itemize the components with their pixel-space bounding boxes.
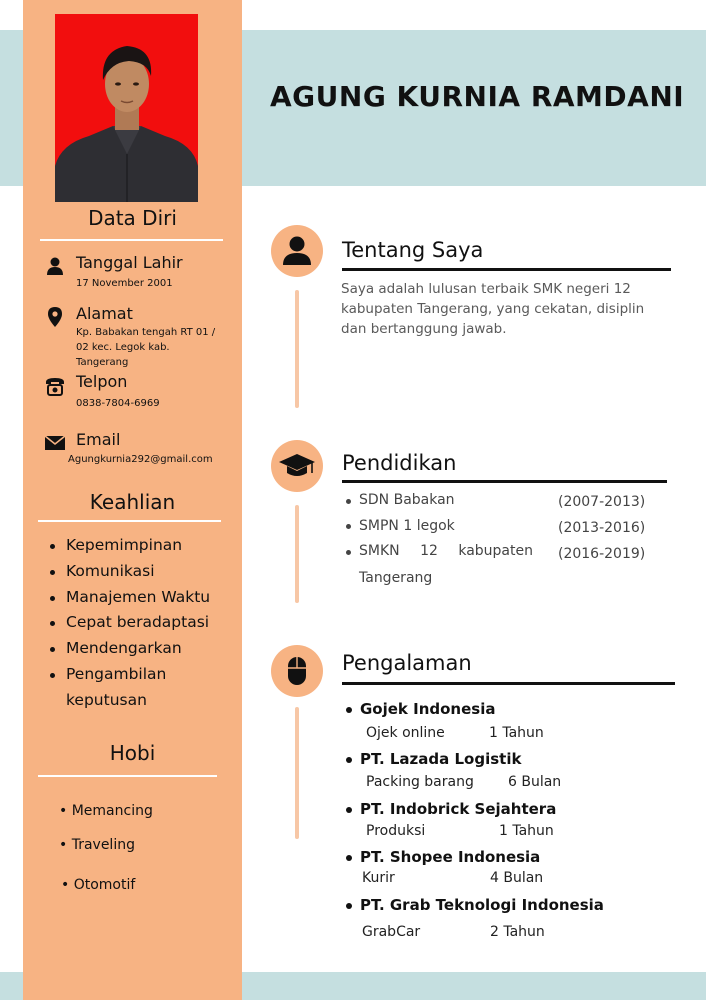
skill-item [48, 662, 210, 714]
education-school-cont: Tangerang [359, 570, 433, 586]
bullet [346, 903, 352, 909]
data-diri-heading: Data Diri [88, 206, 177, 230]
mouse-icon [271, 645, 323, 697]
experience-duration: 4 Bulan [490, 870, 544, 886]
phone-value[interactable]: 0838-7804-6969 [76, 398, 160, 409]
skill-item: Kepemimpinan [48, 533, 210, 559]
telephone-icon [44, 375, 66, 397]
page-title: AGUNG KURNIA RAMDANI [270, 80, 685, 113]
bullet [346, 855, 352, 861]
skill-item: Cepat beradaptasi [48, 610, 210, 636]
birth-label: Tanggal Lahir [76, 253, 183, 272]
divider [40, 239, 223, 241]
education-years: (2016-2019) [558, 546, 646, 562]
experience-company: PT. Indobrick Sejahtera [360, 800, 557, 818]
address-line-2: 02 kec. Legok kab. [76, 342, 170, 353]
bullet [346, 499, 351, 504]
experience-duration: 6 Bulan [508, 774, 562, 790]
hobby-item: • Otomotif [61, 877, 136, 893]
experience-role: Kurir [362, 870, 395, 886]
experience-duration: 2 Tahun [490, 924, 545, 940]
divider [342, 268, 671, 271]
envelope-icon [44, 432, 66, 454]
experience-heading: Pengalaman [342, 651, 472, 675]
user-icon [271, 225, 323, 277]
about-icon-circle [271, 225, 323, 277]
skills-list [48, 533, 210, 714]
email-value[interactable]: Agungkurnia292@gmail.com [68, 454, 213, 465]
person-icon [44, 255, 66, 277]
education-school: SMPN 1 legok [359, 518, 455, 534]
experience-duration: 1 Tahun [499, 823, 554, 839]
education-school: SDN Babakan [359, 492, 455, 508]
divider [342, 480, 667, 483]
experience-role: Produksi [366, 823, 426, 839]
address-label: Alamat [76, 304, 133, 323]
education-years: (2007-2013) [558, 494, 646, 510]
birth-value: 17 November 2001 [76, 278, 173, 289]
about-text: Saya adalah lulusan terbaik SMK negeri 12 kabupaten Tangerang, yang cekatan, disiplin dan bertanggung jawab. [341, 281, 645, 337]
experience-company: PT. Shopee Indonesia [360, 848, 541, 866]
about-heading: Tentang Saya [342, 238, 484, 262]
profile-photo [55, 14, 198, 202]
skills-heading: Keahlian [89, 490, 176, 514]
experience-company: Gojek Indonesia [360, 700, 496, 718]
divider [38, 520, 221, 522]
bullet [346, 757, 352, 763]
graduation-cap-icon [271, 440, 323, 492]
timeline-line [295, 707, 299, 839]
bullet [346, 550, 351, 555]
experience-duration: 1 Tahun [489, 725, 544, 741]
timeline-line [295, 505, 299, 603]
experience-icon-circle [271, 645, 323, 697]
divider [342, 682, 675, 685]
divider [38, 775, 217, 777]
experience-role: GrabCar [362, 924, 421, 940]
address-line-3: Tangerang [76, 357, 129, 368]
experience-role: Ojek online [366, 725, 445, 741]
hobbies-heading: Hobi [109, 741, 156, 765]
skill-item: Manajemen Waktu [48, 585, 210, 611]
location-pin-icon [44, 306, 66, 328]
bullet [346, 524, 351, 529]
education-school: SMKN 12 kabupaten [359, 543, 533, 559]
email-label: Email [76, 430, 121, 449]
hobby-item: • Memancing [59, 803, 153, 819]
education-heading: Pendidikan [342, 451, 457, 475]
experience-role: Packing barang [366, 774, 474, 790]
phone-label: Telpon [76, 372, 128, 391]
timeline-line [295, 290, 299, 408]
skill-item: Mendengarkan [48, 636, 210, 662]
hobby-item: • Traveling [59, 837, 135, 853]
bullet [346, 707, 352, 713]
experience-company: PT. Lazada Logistik [360, 750, 522, 768]
address-line-1: Kp. Babakan tengah RT 01 / [76, 327, 216, 338]
skill-text: Pengambilan keputusan [66, 664, 167, 709]
skill-item: Komunikasi [48, 559, 210, 585]
bullet [346, 807, 352, 813]
education-icon-circle [271, 440, 323, 492]
education-years: (2013-2016) [558, 520, 646, 536]
experience-company: PT. Grab Teknologi Indonesia [360, 896, 604, 914]
